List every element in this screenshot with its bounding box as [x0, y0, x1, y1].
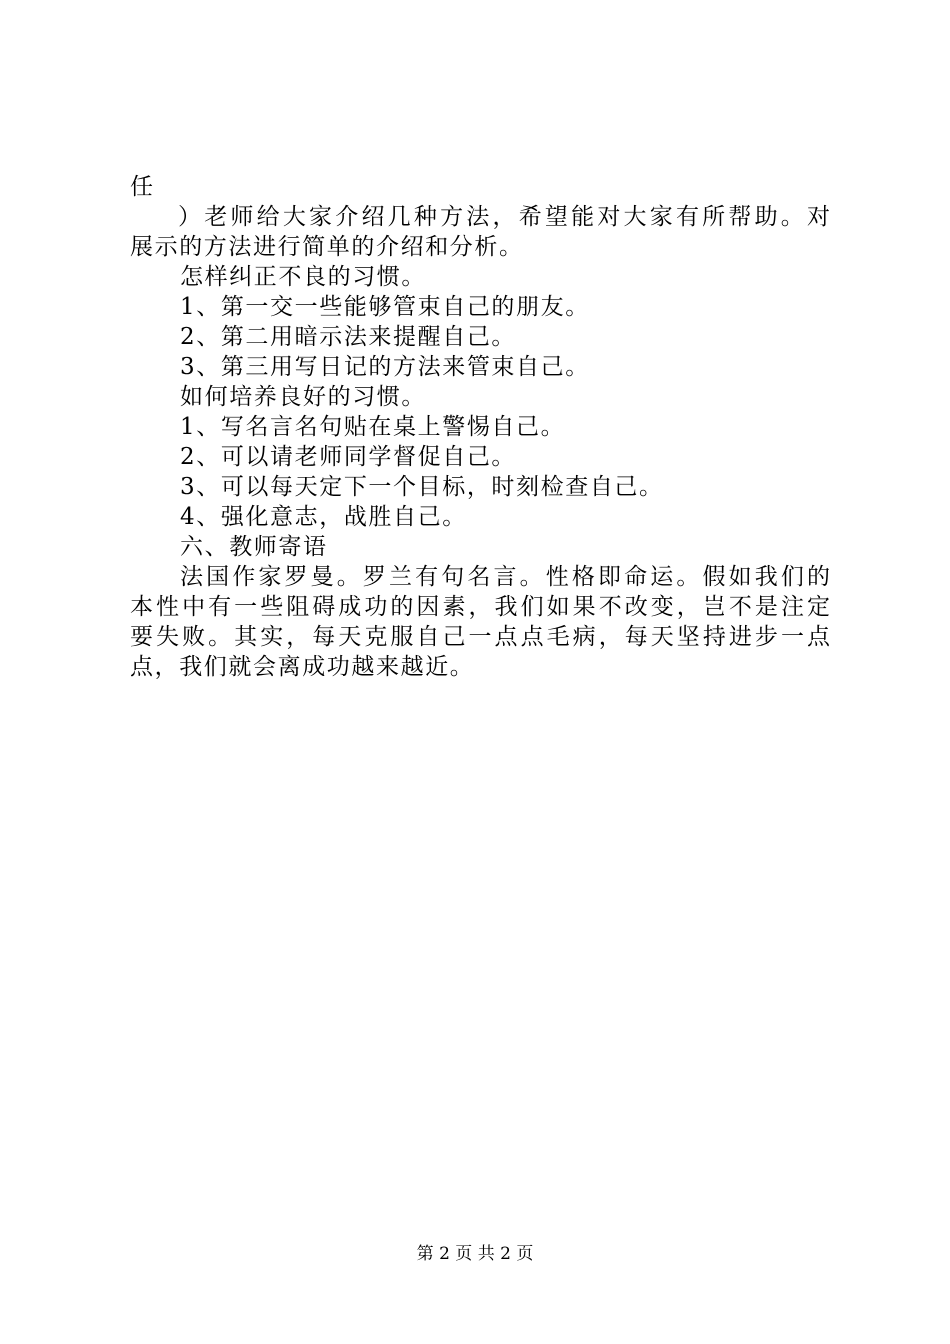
- section-heading: 六、教师寄语: [180, 534, 328, 560]
- text-line: 任: [130, 174, 155, 200]
- list-item: 3、第三用写日记的方法来管束自己。: [180, 354, 590, 380]
- section-heading: 怎样纠正不良的习惯。: [180, 264, 426, 290]
- text-line: 点，我们就会离成功越来越近。: [130, 654, 475, 680]
- list-item: 3、可以每天定下一个目标，时刻检查自己。: [180, 474, 664, 500]
- list-item: 1、第一交一些能够管束自己的朋友。: [180, 294, 590, 320]
- text-line: 法国作家罗曼。罗兰有句名言。性格即命运。假如我们的: [180, 564, 830, 590]
- list-item: 2、可以请老师同学督促自己。: [180, 444, 517, 470]
- text-line: 展示的方法进行简单的介绍和分析。: [130, 234, 524, 260]
- list-item: 4、强化意志，战胜自己。: [180, 504, 467, 530]
- text-line: 要失败。其实，每天克服自己一点点毛病，每天坚持进步一点: [130, 624, 830, 650]
- text-line: ）老师给大家介绍几种方法，希望能对大家有所帮助。对: [178, 204, 830, 230]
- list-item: 1、写名言名句贴在桌上警惕自己。: [180, 414, 566, 440]
- document-body: [130, 172, 830, 682]
- list-item: 2、第二用暗示法来提醒自己。: [180, 324, 517, 350]
- page-number-footer: 第 2 页 共 2 页: [416, 1244, 534, 1264]
- text-line: 本性中有一些阻碍成功的因素，我们如果不改变，岂不是注定: [130, 594, 830, 620]
- section-heading: 如何培养良好的习惯。: [180, 384, 426, 410]
